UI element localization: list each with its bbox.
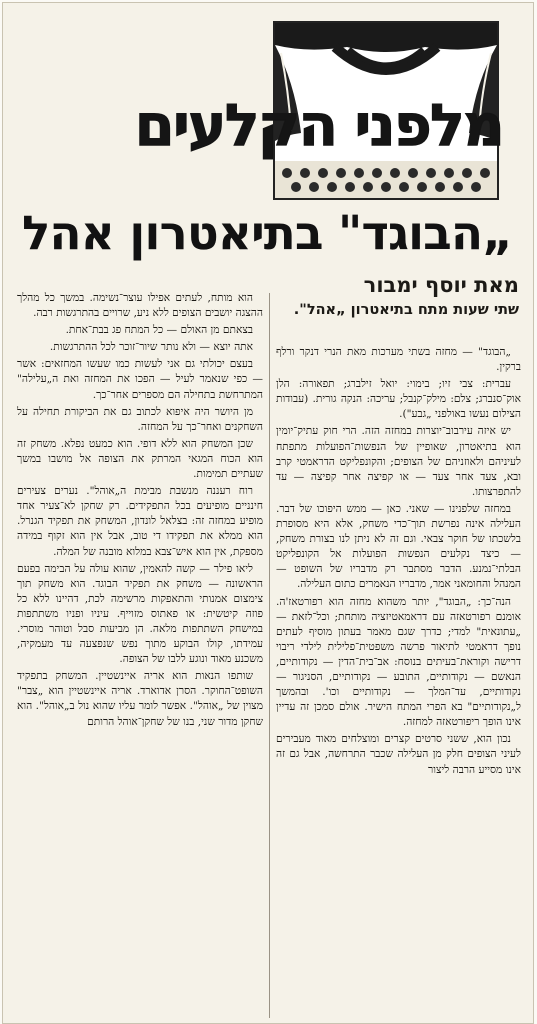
newspaper-clipping [2, 2, 534, 1024]
paragraph: הוא מותח, לעתים אפילו עוצר־נשימה. במשך כל מהלך ההצגה יושבים הצופים ללא ניע, שרויים בהתרגשות רבה. [17, 292, 263, 320]
paragraph: בעצם יכולתי גם אני לעשות כמו שעשו המחזאים: אשר — כפי שנאמר לעיל — הפכו את המחזה ואת ה„עלילה" המתרחשת בתחילה הם מספרים אחר־כך. [17, 358, 263, 401]
paragraph: רוח רעננה מנשבת מבימת ה„אוהל". נערים צעירים חינניים מופיעים בכל התפקידים. רק שחקן לא־צעיר אחד מופיע במחזה זה: בצלאל לונדון, המשחק את תפקיד הגנרל. הוא ממלא את תפקידו די טוב, אבל אין הוא זקוף במידה מספקת, אין הוא איש־צבא במלוא מובנה של המלה. [17, 485, 263, 558]
paragraph: שותפו הנאות הוא אריה איינשטיין. המשחק בתפקיד השופט־החוקר. הסרן אדוארד. אריה איינשטיין הוא „צבר" מצוין של „אוהל". אפשר לומר עליו שהוא נול ב„אוהל". הוא שחקן מדור שני, בנו של שחקן־אוהל הרותם [17, 670, 263, 728]
paragraph: נכון הוא, ששני סרטים קצרים ומוצלחים מאוד מעבירים לעיני הצופים חלק מן העלילה שכבר התרחשה, אבל גם זה אינו מסייע הרבה ליצור [276, 733, 521, 776]
column-divider [269, 293, 270, 1018]
paragraph: שכן המשחק הוא ללא דופי. הוא כמעט נפלא. משחק זה הוא הכוח המגאי המרתק את הצופה אל מושבו במשך שעתיים תמימות. [17, 437, 263, 481]
paragraph: מן היושר היה איפוא לכתוב גם את הביקורת תחילה על השחקנים ואחר־כך על המחזה. [17, 405, 263, 433]
paragraph: יש איזה עירבוב־יוצרות במחזה הזה. הרי חוק עתיק־יומין הוא בתיאטרון, שאופיין של הנפשות־הפועלות מתפתח לעיניהם ולאוזניהם של הצופים; והקונפליקט הדראמטי קרב ובא, צעד אחר צעד — או קפיצה אחר קפיצה — עד להתפרצותו. [276, 425, 521, 498]
paragraph: ליאו פילר — קשה להאמין, שהוא עולה על הבימה בפעם הראשונה — משחק את תפקיד הבוגד. הוא משחק תוך צימצום אמנותי והתאפקות מרשימה לכת, דהיינו ללא כל פוזה קיטשית: או פאתוס מזוייף. עיניו ופניו משתתפות במישחק השתתפות מלאה. הן מביעות סבל וטוהר מוסרי. עמידתו, קולו הבוקע מתוך נפש שנפצעה עד מעמקיה, משכנע מאוד ונוגע ללבו של הצופה. [17, 562, 263, 666]
column-masthead [33, 15, 503, 200]
series-title: מלפני הקלעים [134, 91, 503, 159]
paragraph: בצאתם מן האולם — כל המתח פג בבת־אחת. [65, 324, 253, 337]
article-headline: „הבוגד" בתיאטרון אהל [21, 206, 513, 261]
article-column-right [276, 345, 521, 1020]
paragraph: במחזה שלפנינו — שאני. כאן — ממש היפוכו של דבר. העלילה אינה נפרשת תוך־כדי משחק, אלא היא מסופרת בלשכתו של חוקר צבאי. וגם זה לא ניתן לנו בצורת משחק, — כיצד נקלעים הנפשות הפועלות אל הקונפליקט הבלתי־נמנע. הדבר מסתבר רק מדבריו של השופט — המנהל והחומאני אמר, מדבריו הנאמרים כתום העלילה. [276, 502, 521, 591]
author-byline: מאת יוסף ימבור [363, 273, 519, 297]
paragraph: אתה יוצא — ולא נותר שיור־זוכר לכל ההתרגשות. [49, 341, 253, 354]
article-column-left [17, 291, 263, 1020]
paragraph: עברית: צבי זיו; בימוי: יואל זילברג; תפאורה: הלן אוק־סנברג; צלם: מילק־קנבל; עריכה: הנקה גורית. (עבודות הצילום נעשו באולפני „גבע"). [276, 378, 521, 421]
paragraph: הנה־כך: „הבוגד", יותר משהוא מחזה הוא רפורטאז'ה. אומנם רפורטאזה עם דראמאטיזציה מותחת; וכל־לזאת — „עתונאית" למדי; כדרך שגם מאמר בעתון מוסיף לעתים נופך דראמטי לתיאור פרשה משפטית־פלילית לילדי ריבוי דרישה וקוראת־בעיתים בנוסח: אב־בית־הדין — נקודותיים, הנאשם — נקודותיים, התובע — נקודותיים, הסניגור — נקודותיים, עד־המלך — נקודותיים וכו'. ובהמשך ל„נקודותיים" בא הפרי המתח הישיר. אולם סמכן זה עדיין אינו הופך ריפורטאזה למחזה. [276, 595, 521, 729]
paragraph: „הבוגד" — מחזה בשתי מערכות מאת הנרי דנקר ורלף ברקין. [276, 346, 521, 374]
article-subhead: שתי שעות מתח בתיאטרון „אהל". [293, 302, 519, 318]
